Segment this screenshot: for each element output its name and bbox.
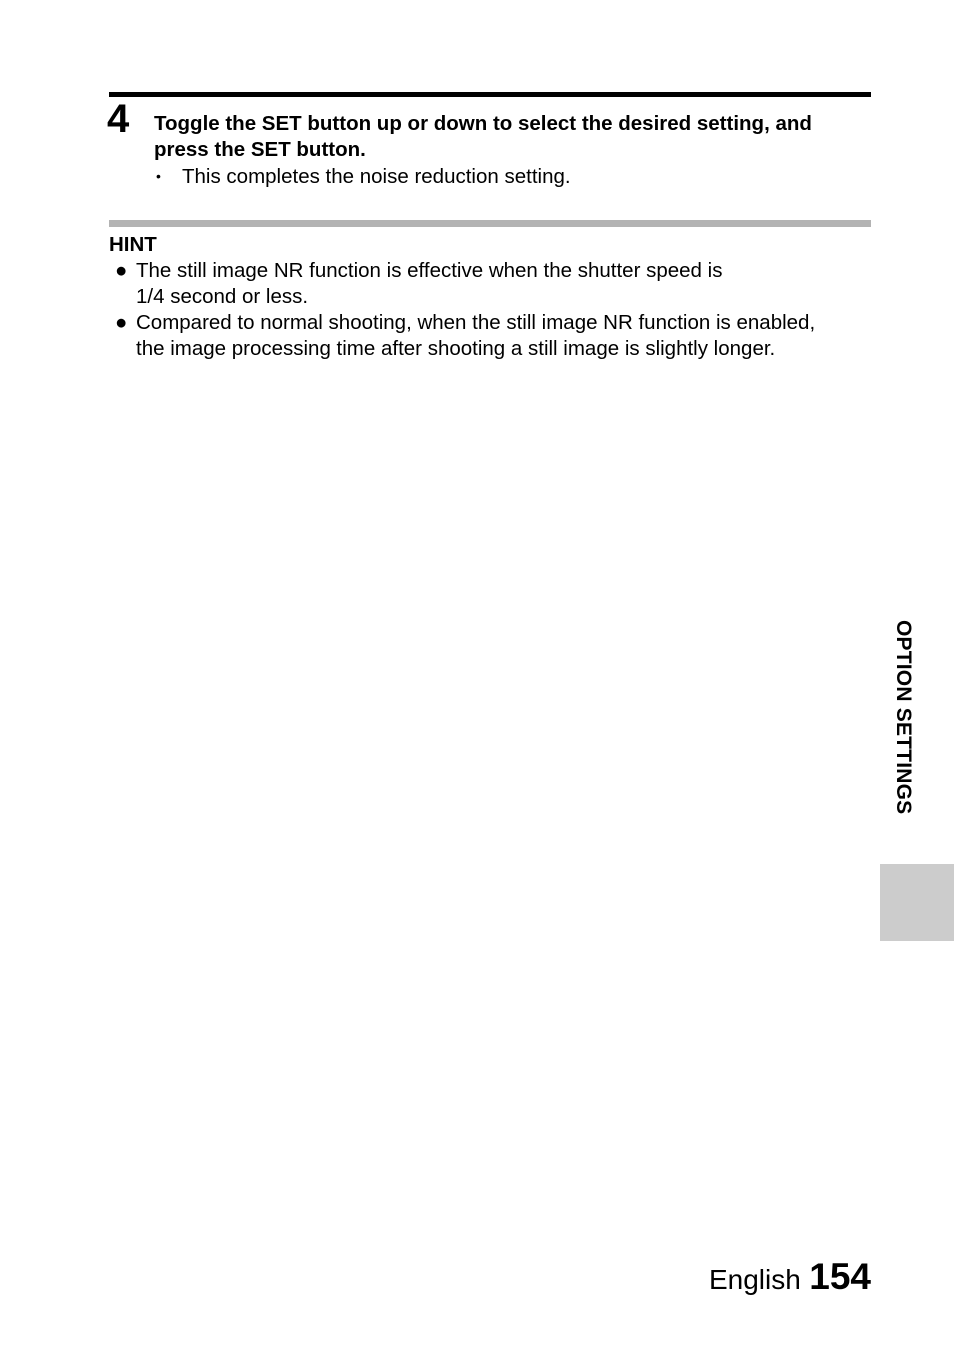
hint-item-line2: 1/4 second or less. (136, 285, 309, 308)
step-instruction-line2: press the SET button. (154, 138, 366, 161)
section-tab-marker (880, 864, 954, 941)
hint-item-line2: the image processing time after shooting a still image is slightly longer. (136, 337, 776, 360)
step-instruction (154, 111, 874, 163)
hint-bullet: ● (115, 311, 128, 334)
hint-divider (109, 220, 871, 227)
step-number: 4 (107, 97, 130, 141)
hint-item-line1: Compared to normal shooting, when the still image NR function is enabled, (136, 311, 816, 334)
hint-title: HINT (109, 233, 157, 256)
step-note-text: This completes the noise reduction setting. (182, 165, 571, 188)
section-side-label: OPTION SETTINGS (892, 620, 915, 815)
footer-language: English (708, 1264, 801, 1295)
page-footer (709, 1256, 871, 1298)
page-number: 154 (809, 1256, 871, 1297)
step-note (156, 163, 571, 190)
step-note-bullet: • (156, 168, 161, 184)
hint-bullet: ● (115, 259, 128, 282)
hint-list (109, 258, 879, 362)
step-divider (109, 92, 871, 97)
hint-item (109, 310, 879, 362)
step-instruction-line1: Toggle the SET button up or down to select the desired setting, and (154, 112, 812, 135)
hint-item-line1: The still image NR function is effective when the shutter speed is (136, 259, 723, 282)
hint-item (109, 258, 879, 310)
